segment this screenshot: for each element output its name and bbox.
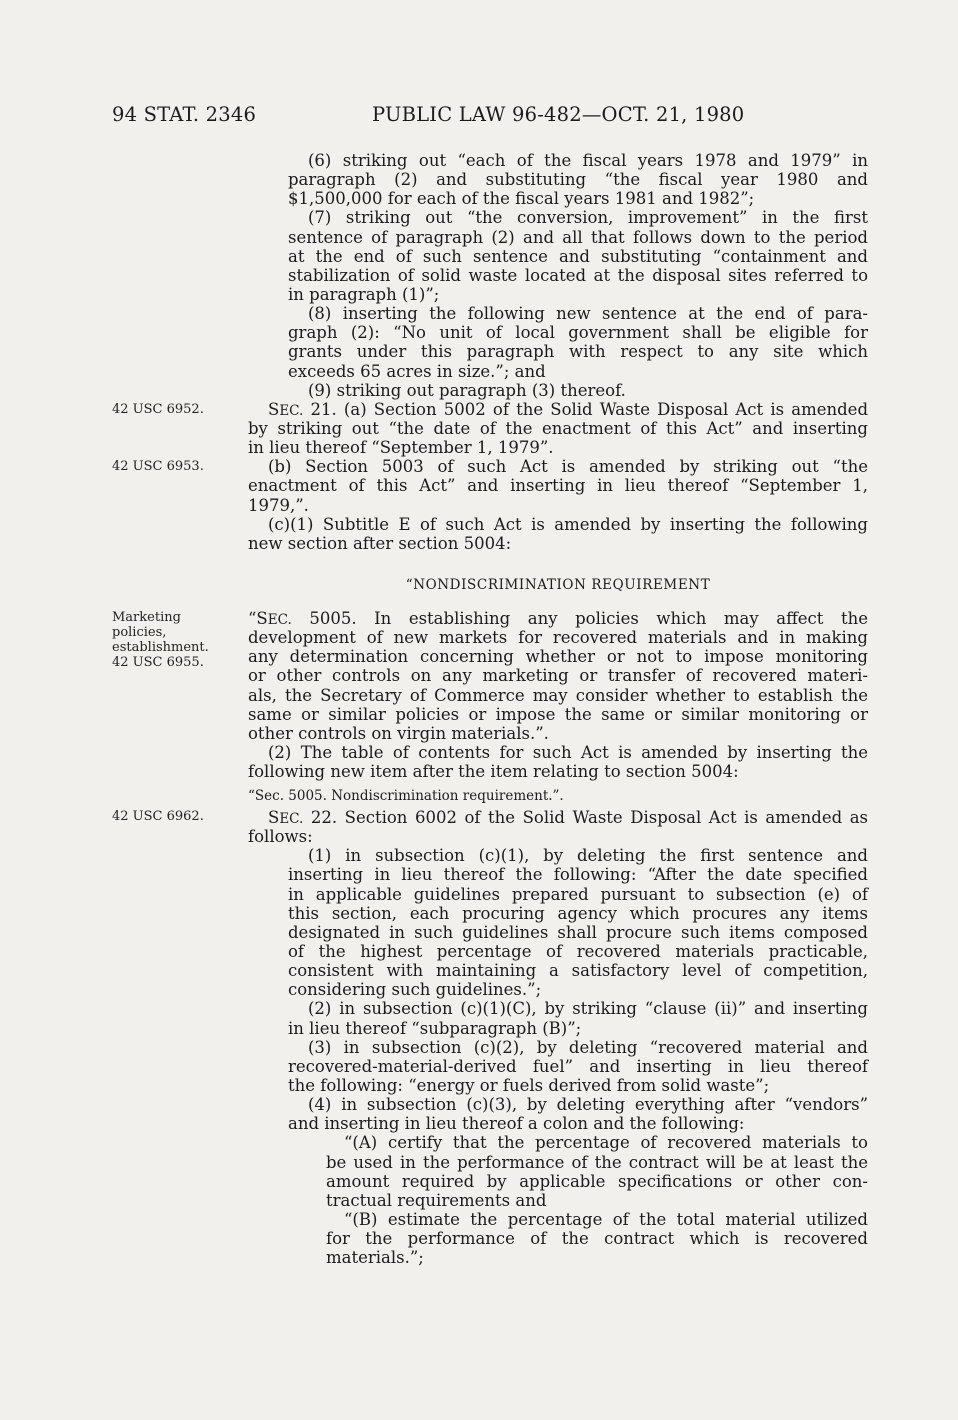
item-7 [248,208,868,304]
text-line: at the end of such sentence and substituting “containment and [288,246,868,266]
public-law-title: PUBLIC LAW 96-482—OCT. 21, 1980 [372,103,745,126]
text-line: (2) The table of contents for such Act is amended by inserting the [268,742,868,762]
text-line: in lieu thereof “September 1, 1979”. [248,438,554,458]
margin-note-line: establishment. [112,640,209,655]
text-line: considering such guidelines.”; [288,980,542,1000]
item-6 [248,151,868,208]
text-line: and inserting in lieu thereof a colon and the following: [288,1114,745,1134]
section-22 [248,808,868,846]
text-line: (4) in subsection (c)(3), by deleting everything after “vendors” [308,1095,868,1115]
text-line: “(B) estimate the percentage of the total material utilized [344,1209,868,1229]
text-line: (3) in subsection (c)(2), by deleting “recovered material and [308,1037,868,1057]
text-line: als, the Secretary of Commerce may consider whether to establish the [248,685,868,705]
section-21-b [248,457,868,514]
line-text: 22. Section 6002 of the Solid Waste Disposal Act is amended as [310,808,868,827]
text-line: paragraph (2) and substituting “the fiscal year 1980 and [288,170,868,190]
text-line: graph (2): “No unit of local government shall be eligible for [288,323,868,343]
text-line: “(A) certify that the percentage of recovered materials to [344,1133,868,1153]
text-line [248,400,868,419]
text-line: development of new markets for recovered materials and in making [248,628,868,648]
text-line: (9) striking out paragraph (3) thereof. [308,380,626,400]
section-21-c-1 [248,515,868,553]
statute-page-number: 94 STAT. 2346 [112,103,257,126]
section-label: SEC. [268,399,304,419]
section-22-item-3 [248,1038,868,1095]
text-line: any determination concerning whether or not to impose monitoring [248,647,868,667]
text-line: recovered-material-derived fuel” and inserting in lieu thereof [288,1056,868,1076]
margin-note-sec-21-b: 42 USC 6953. [112,459,204,474]
table-of-contents-item: “Sec. 5005. Nondiscrimination requirement.”. [248,788,564,804]
section-22-item-4-a [248,1133,868,1210]
section-label: “SEC. [248,609,292,628]
text-line: sentence of paragraph (2) and all that follows down to the period [288,227,868,247]
text-line: following new item after the item relating to section 5004: [248,762,739,782]
amendment-block-2 [248,609,868,781]
text-line: in paragraph (1)”; [288,284,440,304]
text-line: amount required by applicable specifications or other con- [326,1171,868,1191]
text-line [248,808,868,827]
section-22-item-4-b [248,1210,868,1267]
text-line: inserting in lieu thereof the following: “After the date specified [288,865,868,885]
text-line: same or similar policies or impose the same or similar monitoring or [248,704,868,724]
text-line: or other controls on any marketing or transfer of recovered materi- [248,666,868,686]
item-9 [248,381,868,400]
amendment-block-1 [248,151,868,553]
section-heading: “NONDISCRIMINATION REQUIREMENT [405,577,711,593]
text-line: follows: [248,827,313,847]
text-line: for the performance of the contract which is recovered [326,1229,868,1249]
text-line: (6) striking out “each of the fiscal years 1978 and 1979” in [308,151,868,170]
text-line: (1) in subsection (c)(1), by deleting the first sentence and [308,846,868,866]
text-line: (2) in subsection (c)(1)(C), by striking “clause (ii)” and inserting [308,999,868,1019]
section-5005 [248,609,868,743]
text-line: 1979,”. [248,495,309,515]
text-line: exceeds 65 acres in size.”; and [288,361,546,381]
amendment-block-3 [248,808,868,1267]
section-22-item-2 [248,999,868,1037]
text-line: the following: “energy or fuels derived from solid waste”; [288,1075,770,1095]
section-21-a [248,400,868,457]
text-line [248,609,868,628]
text-line: other controls on virgin materials.”. [248,723,549,743]
text-line: (7) striking out “the conversion, improvement” in the first [308,208,868,228]
text-line: (b) Section 5003 of such Act is amended by striking out “the [268,457,868,477]
text-line: grants under this paragraph with respect to any site which [288,342,868,362]
text-line: of the highest percentage of recovered materials practicable, [288,941,868,961]
text-line: (c)(1) Subtitle E of such Act is amended by inserting the following [268,514,868,534]
text-line: (8) inserting the following new sentence at the end of para- [308,304,868,324]
text-line: enactment of this Act” and inserting in lieu thereof “September 1, [248,476,868,496]
text-line: consistent with maintaining a satisfactory level of competition, [288,961,868,981]
text-line: tractual requirements and [326,1190,547,1210]
item-8 [248,304,868,381]
margin-note-sec-22: 42 USC 6962. [112,809,204,824]
margin-note-line: Marketing [112,610,181,625]
section-label: SEC. [268,808,304,827]
text-line: by striking out “the date of the enactment of this Act” and inserting [248,418,868,438]
text-line: stabilization of solid waste located at the disposal sites referred to [288,265,868,285]
text-line: designated in such guidelines shall procure such items composed [288,922,868,942]
text-line: this section, each procuring agency which procures any items [288,903,868,923]
margin-note-sec-5005 [112,610,209,670]
line-text: 21. (a) Section 5002 of the Solid Waste Disposal Act is amended [310,399,869,419]
text-line: materials.”; [326,1248,424,1268]
section-22-item-4 [248,1095,868,1133]
text-line: be used in the performance of the contract will be at least the [326,1152,868,1172]
text-line: in applicable guidelines prepared pursuant to subsection (e) of [288,884,868,904]
margin-note-sec-21-a: 42 USC 6952. [112,402,204,417]
text-line: in lieu thereof “subparagraph (B)”; [288,1018,582,1038]
line-text: 5005. In establishing any policies which may affect the [309,609,868,628]
margin-note-line: 42 USC 6955. [112,655,204,670]
margin-note-line: policies, [112,625,167,640]
text-line: $1,500,000 for each of the fiscal years 1981 and 1982”; [288,189,755,209]
text-line: new section after section 5004: [248,533,512,553]
section-22-item-1 [248,846,868,999]
section-21-c-2 [248,743,868,781]
